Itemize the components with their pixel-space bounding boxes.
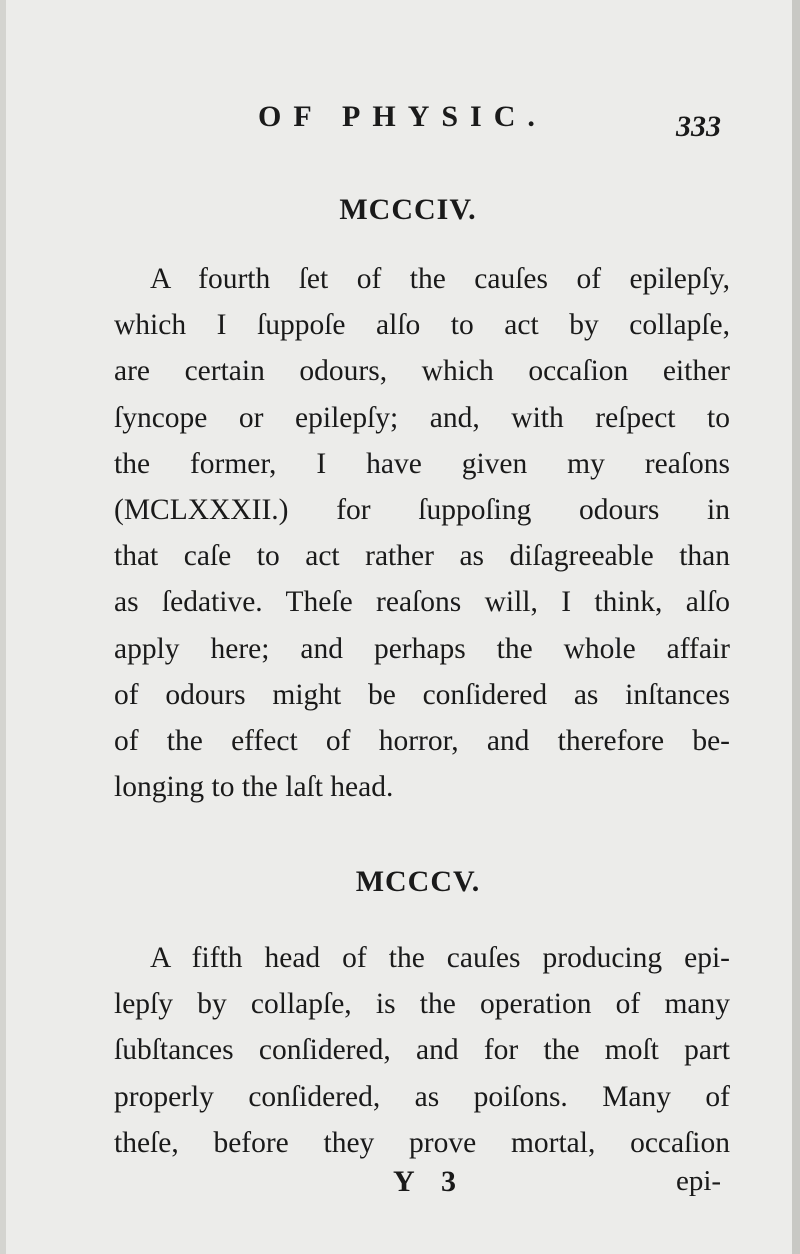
text-line: apply here; and perhaps the whole affair [114,632,730,665]
text-line: the former, I have given my reaſons [114,447,730,480]
text-line: ſubſtances conſidered, and for the moſt part [114,1034,730,1067]
text-line: which I ſuppoſe alſo to act by collapſe, [114,309,730,342]
text-line: (MCLXXXII.) for ſuppoſing odours in [114,494,730,527]
page-number: 333 [676,110,721,143]
text-line: A fourth ſet of the cauſes of epilepſy, [150,263,730,295]
text-line: that caſe to act rather as diſagreeable than [114,540,730,573]
text-line: properly conſidered, as poiſons. Many of [114,1080,730,1113]
page-edge-left [0,0,6,1254]
section-heading: MCCCIV. [339,193,477,226]
section-heading: MCCCV. [355,865,481,898]
text-line: of odours might be conſidered as inſtances [114,678,730,711]
paragraph [114,256,730,810]
text-line: theſe, before they prove mortal, occaſion [114,1126,730,1159]
text-line: as ſedative. Theſe reaſons will, I think, alſo [114,586,730,619]
text-line: A fifth head of the cauſes producing epi- [150,942,730,974]
paragraph [114,935,730,1166]
text-line: longing to the laſt head. [114,771,394,804]
text-line: of the effect of horror, and therefore be- [114,725,730,758]
catchword: epi- [676,1165,722,1197]
text-line: ſyncope or epilepſy; and, with reſpect to [114,401,730,434]
page-edge-right [792,0,800,1254]
text-line: are certain odours, which occaſion either [114,355,730,388]
signature-mark: Y 3 [393,1165,467,1198]
text-line: lepſy by collapſe, is the operation of many [114,988,730,1021]
running-head: OF PHYSIC. [258,100,547,133]
